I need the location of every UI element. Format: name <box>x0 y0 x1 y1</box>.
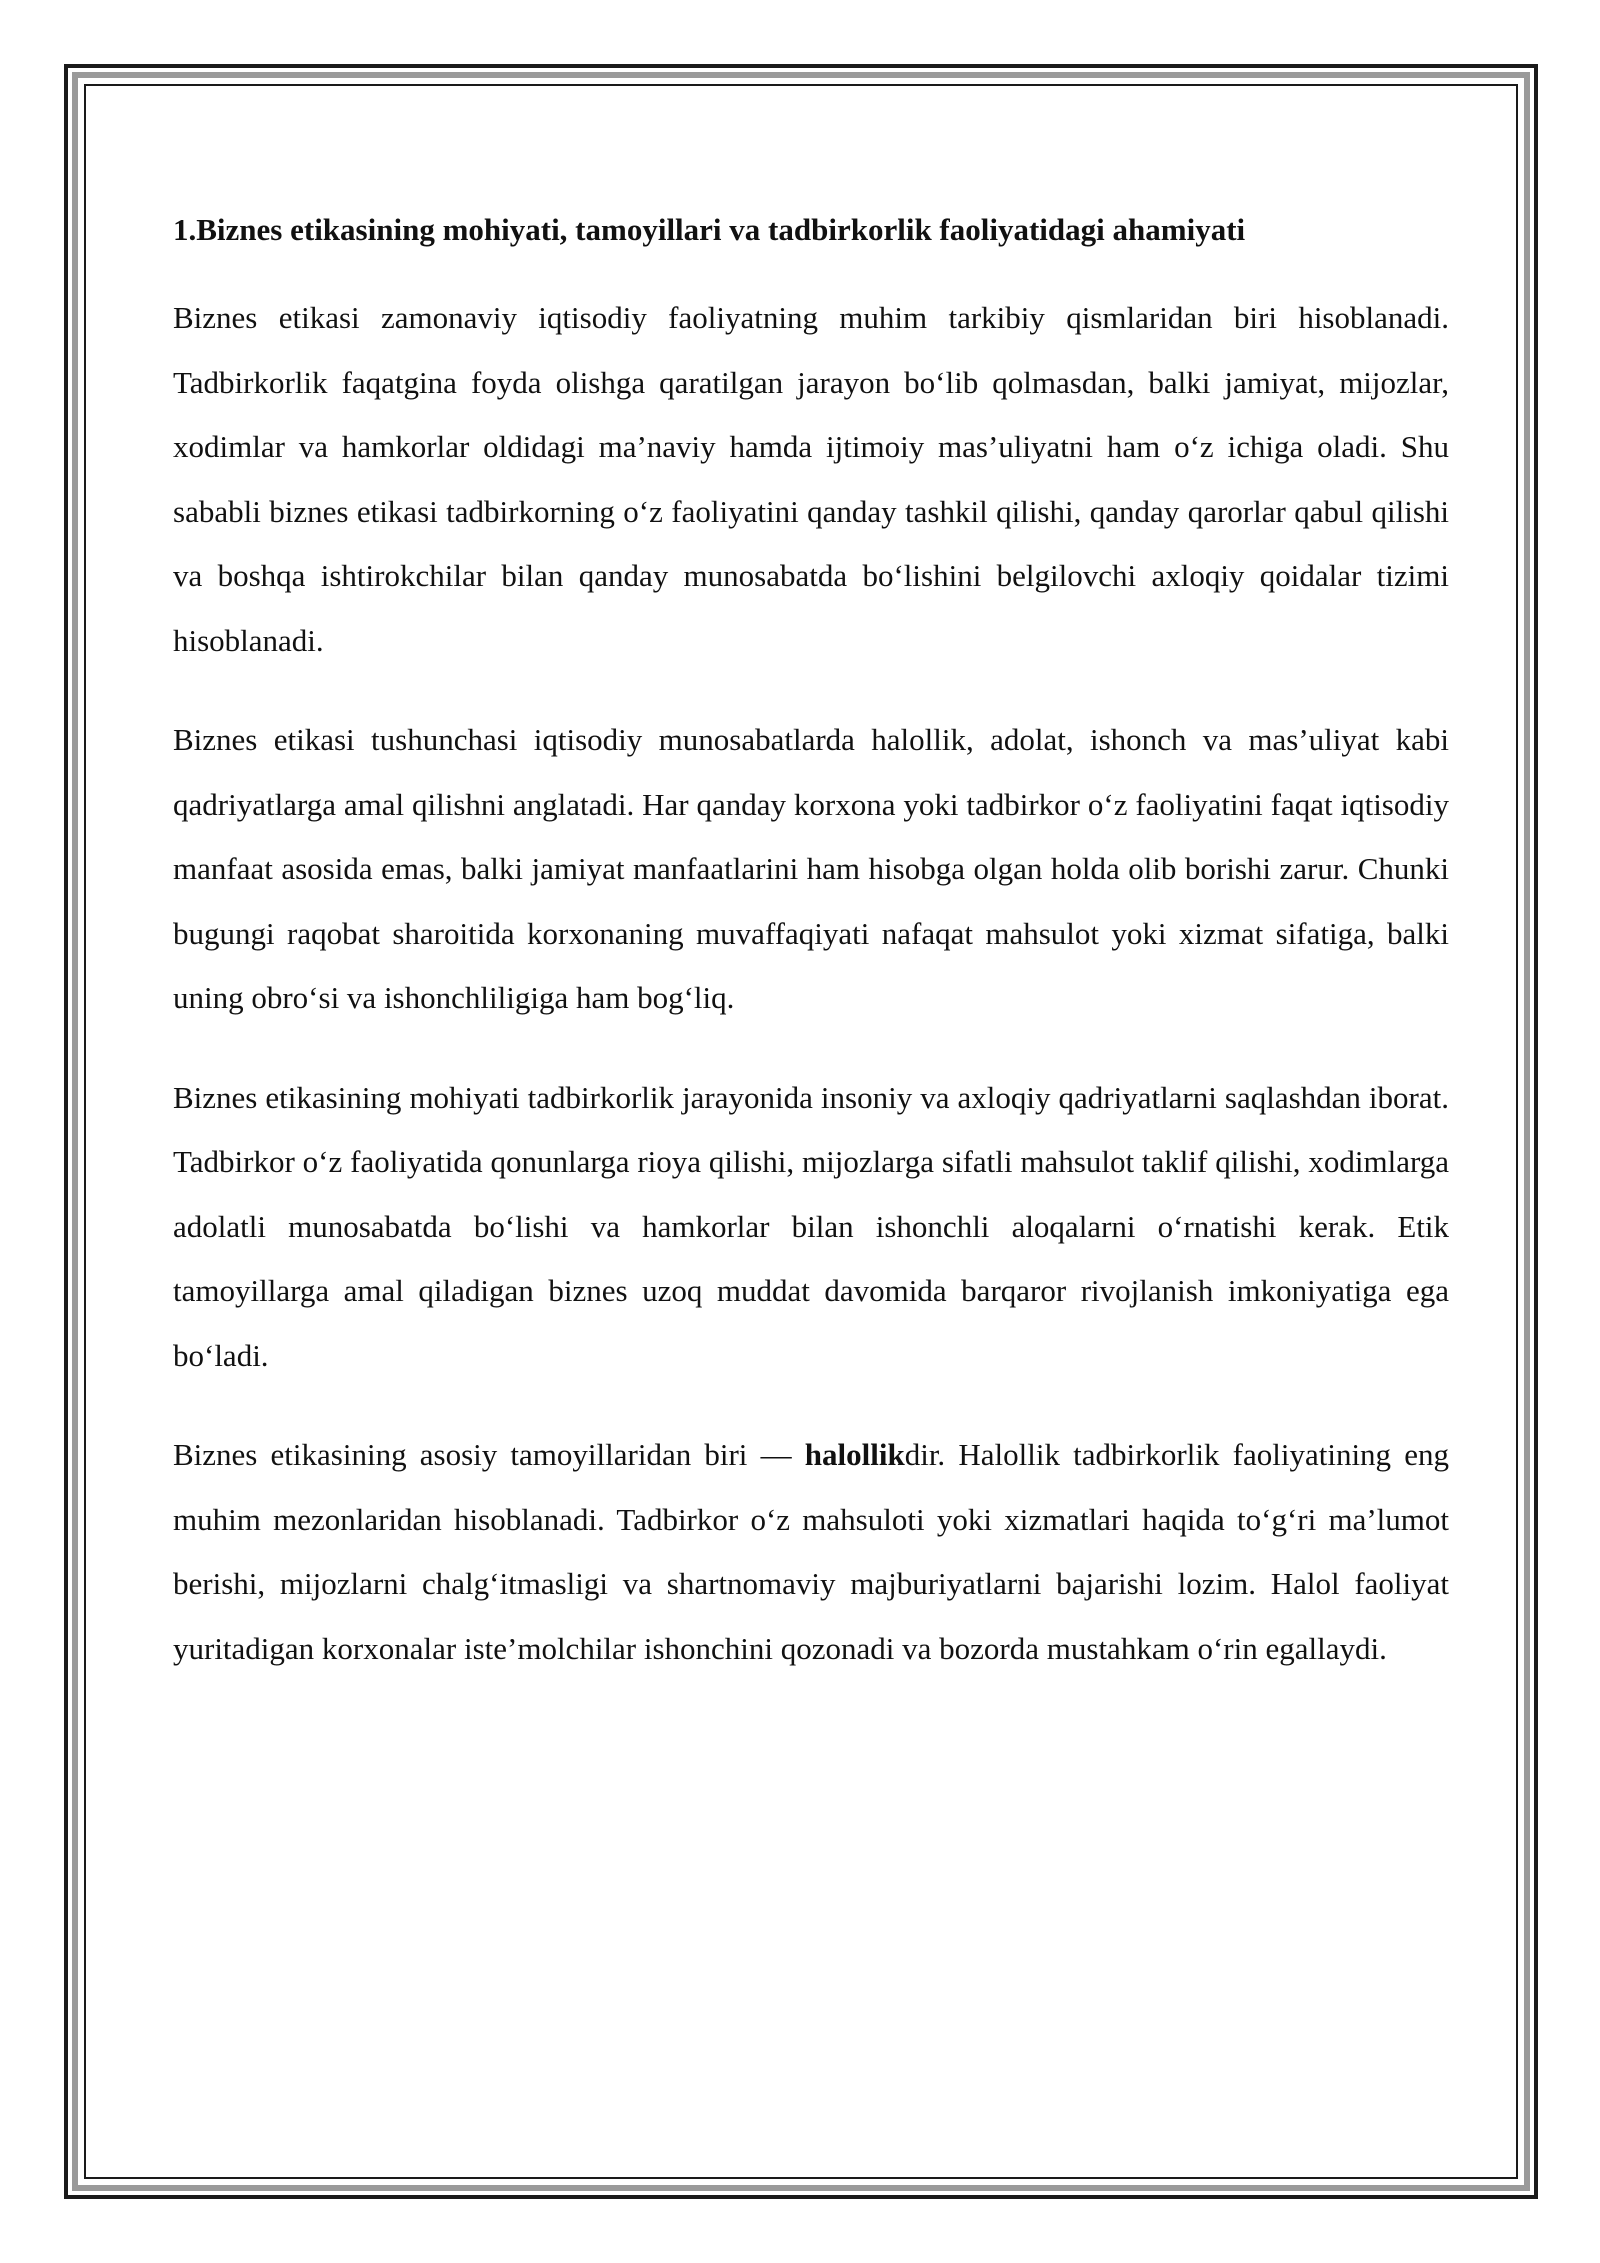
paragraph-1: Biznes etikasi zamonaviy iqtisodiy faoliyatning muhim tarkibiy qismlaridan biri hisoblanadi. Tadbirkorlik faqatgina foyda olishga qaratilgan jarayon bo‘lib qolmasdan, balki jamiyat, mijozlar, xodimlar va hamkorlar oldidagi ma’naviy hamda ijtimoiy mas’uliyatni ham o‘z ichiga oladi. Shu sababli biznes etikasi tadbirkorning o‘z faoliyatini qanday tashkil qilishi, qanday qarorlar qabul qilishi va boshqa ishtirokchilar bilan qanday munosabatda bo‘lishini belgilovchi axloqiy qoidalar tizimi hisoblanadi. <box>173 300 1449 658</box>
bold-term-halollik: halollik <box>804 1437 905 1472</box>
paragraph-4 <box>173 1423 1449 1681</box>
paragraph-4-intro: Biznes etikasining asosiy tamoyillaridan biri — <box>173 1437 805 1472</box>
paragraph-2: Biznes etikasi tushunchasi iqtisodiy munosabatlarda halollik, adolat, ishonch va mas’uliyat kabi qadriyatlarga amal qilishni anglatadi. Har qanday korxona yoki tadbirkor o‘z faoliyatini faqat iqtisodiy manfaat asosida emas, balki jamiyat manfaatlarini ham hisobga olgan holda olib borishi zarur. Chunki bugungi raqobat sharoitida korxonaning muvaffaqiyati nafaqat mahsulot yoki xizmat sifatiga, balki uning obro‘si va ishonchliligiga ham bog‘liq. <box>173 722 1449 1015</box>
paragraph-4-rest: dir. Halollik tadbirkorlik faoliyatining eng muhim mezonlaridan hisoblanadi. Tadbirkor o‘z mahsuloti yoki xizmatlari haqida to‘g‘ri ma’lumot berishi, mijozlarni chalg‘itmasligi va shartnomaviy majburiyatlarni bajarishi lozim. Halol faoliyat yuritadigan korxonalar iste’molchilar ishonchini qozonadi va bozorda mustahkam o‘rin egallaydi. <box>173 1437 1449 1666</box>
document-content <box>173 198 1449 1716</box>
section-heading: 1.Biznes etikasining mohiyati, tamoyillari va tadbirkorlik faoliyatidagi ahamiyati <box>173 212 1246 247</box>
paragraph-3: Biznes etikasining mohiyati tadbirkorlik jarayonida insoniy va axloqiy qadriyatlarni saqlashdan iborat. Tadbirkor o‘z faoliyatida qonunlarga rioya qilishi, mijozlarga sifatli mahsulot taklif qilishi, xodimlarga adolatli munosabatda bo‘lishi va hamkorlar bilan ishonchli aloqalarni o‘rnatishi kerak. Etik tamoyillarga amal qiladigan biznes uzoq muddat davomida barqaror rivojlanish imkoniyatiga ega bo‘ladi. <box>173 1079 1449 1373</box>
